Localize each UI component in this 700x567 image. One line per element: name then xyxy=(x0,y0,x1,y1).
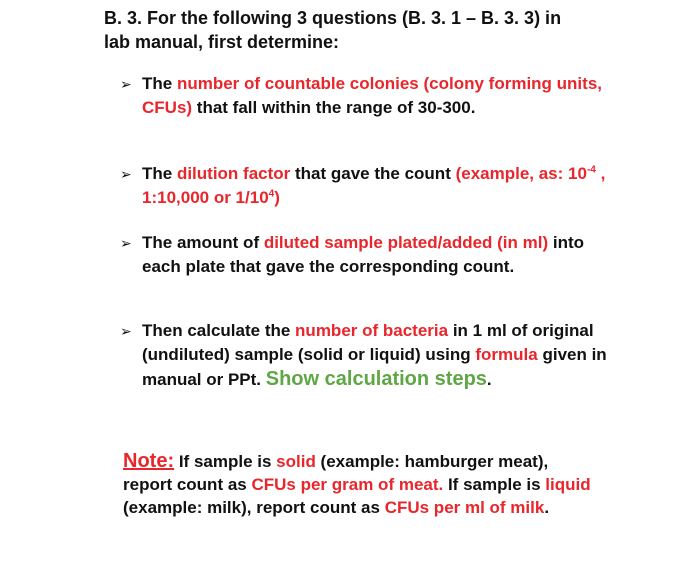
heading-line-1: B. 3. For the following 3 questions (B. 3. 1 – B. 3. 3) in xyxy=(104,8,562,28)
bullet-item-amount xyxy=(120,231,622,278)
bullet-item-calculate xyxy=(120,319,622,393)
bullet-text: . xyxy=(486,370,492,389)
bullet-text: that fall within the range of 30-300. xyxy=(192,98,476,117)
bullet-text: that gave the count xyxy=(290,164,456,183)
bullet-text: The xyxy=(142,164,177,183)
highlight-text: diluted sample plated/added (in ml) xyxy=(263,233,549,252)
superscript: -4 xyxy=(586,164,596,176)
highlight-text: CFUs per gram of meat. xyxy=(251,475,444,494)
bullet-text: The amount of xyxy=(142,233,264,252)
arrow-bullet-icon: ➢ xyxy=(120,166,132,182)
bullet-text: given in manual or PPt. xyxy=(142,345,607,389)
superscript: 4 xyxy=(268,188,275,200)
example-part: ) xyxy=(274,188,280,207)
highlight-text: liquid xyxy=(545,475,591,494)
example-part: , 1:10,000 or 1/10 xyxy=(142,164,606,207)
highlight-text: formula xyxy=(475,345,538,364)
note-text: If sample is xyxy=(174,452,277,471)
example-part: (example, as: 10 xyxy=(455,164,587,183)
note-text: (example: milk), report count as xyxy=(123,498,385,517)
highlight-text: number of countable colonies xyxy=(176,74,419,93)
highlight-text: CFUs per ml of milk xyxy=(384,498,545,517)
highlight-text: number of bacteria xyxy=(295,321,449,340)
note-paragraph xyxy=(123,450,593,519)
highlight-text: (colony forming units, CFUs) xyxy=(142,74,602,117)
bullet-item-colonies xyxy=(120,72,622,119)
heading-line-2: lab manual, first determine: xyxy=(104,32,340,52)
highlight-text: dilution factor xyxy=(176,164,291,183)
highlight-text: solid xyxy=(276,452,316,471)
section-heading xyxy=(104,6,624,54)
bullet-text: The xyxy=(142,74,177,93)
bullet-text: Then calculate the xyxy=(142,321,296,340)
arrow-bullet-icon: ➢ xyxy=(120,323,132,339)
arrow-bullet-icon: ➢ xyxy=(120,235,132,251)
note-text: (example: hamburger meat), report count as xyxy=(123,452,549,494)
note-text: . xyxy=(544,498,550,517)
arrow-bullet-icon: ➢ xyxy=(120,76,132,92)
bullet-text: into each plate that gave the corresponding count. xyxy=(142,233,585,276)
bullet-item-dilution xyxy=(120,162,622,209)
note-label: Note: xyxy=(123,450,175,472)
note-text: If sample is xyxy=(443,475,546,494)
bullet-text: in 1 ml of original (undiluted) sample (solid or liquid) using xyxy=(142,321,594,364)
emphasis-text: Show calculation steps xyxy=(265,368,487,390)
